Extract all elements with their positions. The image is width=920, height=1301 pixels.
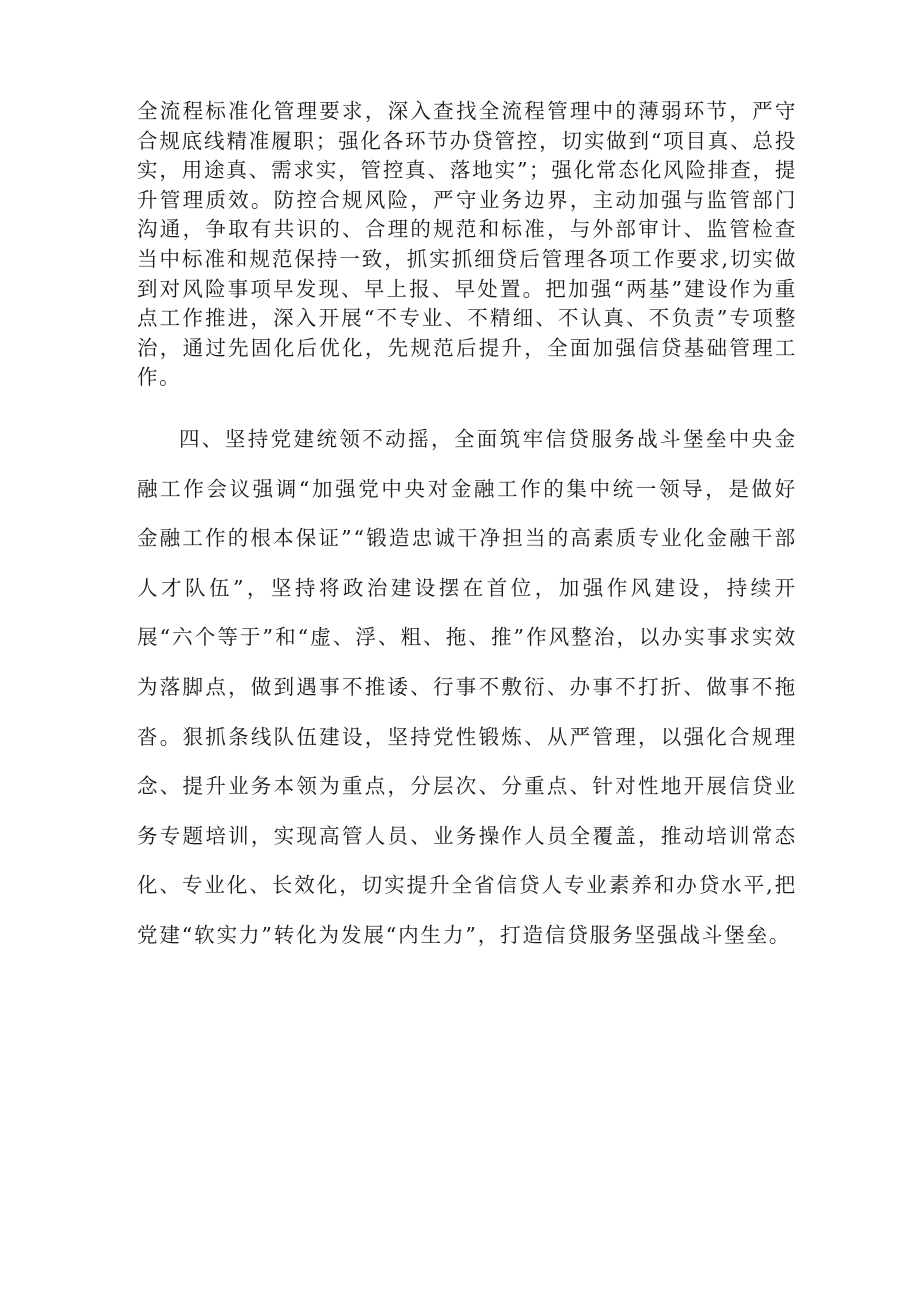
paragraph-compliance-management: 全流程标准化管理要求，深入查找全流程管理中的薄弱环节，严守合规底线精准履职；强化各环节办贷管控，切实做到“项目真、总投实，用途真、需求实，管控真、落地实”；强化常态化风险排查，提升管理质效。防控合规风险，严守业务边界，主动加强与监管部门沟通，争取有共识的、合理的规范和标准，与外部审计、监管检查当中标准和规范保持一致，抓实抓细贷后管理各项工作要求,切实做到对风险事项早发现、早上报、早处置。把加强“两基”建设作为重点工作推进，深入开展“不专业、不精细、不认真、不负责”专项整治，通过先固化后优化，先规范后提升，全面加强信贷基础管理工作。 — [137, 99, 797, 390]
paragraph-party-building: 四、坚持党建统领不动摇，全面筑牢信贷服务战斗堡垒中央金融工作会议强调“加强党中央对金融工作的集中统一领导，是做好金融工作的根本保证”“锻造忠诚干净担当的高素质专业化金融干部人才队伍”，坚持将政治建设摆在首位，加强作风建设，持续开展“六个等于”和“虚、浮、粗、拖、推”作风整治，以办实事求实效为落脚点，做到遇事不推诿、行事不敷衍、办事不打折、做事不拖沓。狠抓条线队伍建设，坚持党性锻炼、从严管理，以强化合规理念、提升业务本领为重点，分层次、分重点、针对性地开展信贷业务专题培训，实现高管人员、业务操作人员全覆盖，推动培训常态化、专业化、长效化，切实提升全省信贷人专业素养和办贷水平,把党建“软实力”转化为发展“内生力”，打造信贷服务坚强战斗堡垒。 — [137, 427, 797, 947]
